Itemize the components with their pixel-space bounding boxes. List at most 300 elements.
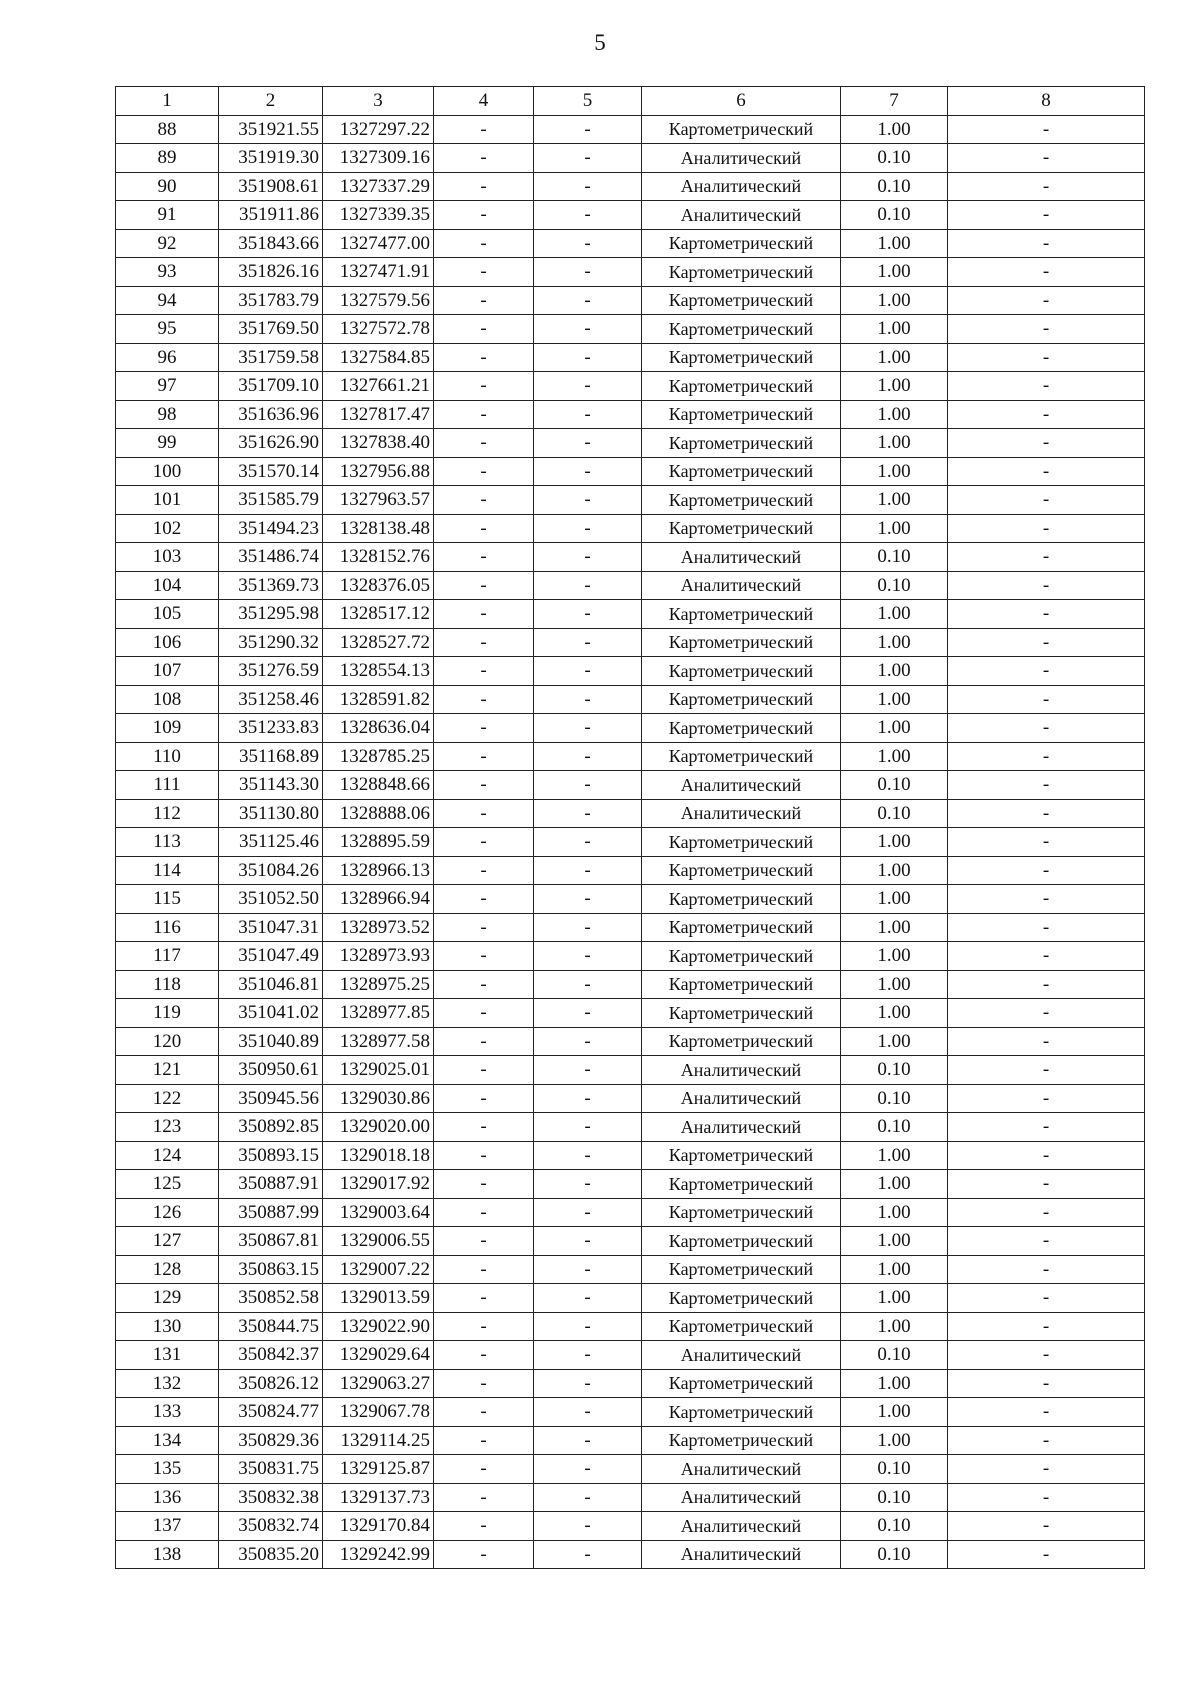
col-5-cell: - (534, 343, 642, 372)
table-row (116, 1255, 1145, 1284)
col-8-cell: - (948, 429, 1145, 458)
table-row (116, 543, 1145, 572)
point-number-cell: 102 (116, 514, 219, 543)
col-4-cell: - (434, 258, 534, 287)
col-4-cell: - (434, 628, 534, 657)
y-coordinate-cell: 1329242.99 (323, 1540, 434, 1569)
table-row (116, 1284, 1145, 1313)
x-coordinate-cell: 351052.50 (219, 885, 323, 914)
col-8-cell: - (948, 115, 1145, 144)
col-5-cell: - (534, 457, 642, 486)
y-coordinate-cell: 1328785.25 (323, 742, 434, 771)
col-4-cell: - (434, 229, 534, 258)
col-8-cell: - (948, 1341, 1145, 1370)
accuracy-cell: 1.00 (841, 1255, 948, 1284)
method-cell: Картометрический (642, 400, 841, 429)
col-5-cell: - (534, 771, 642, 800)
col-8-cell: - (948, 628, 1145, 657)
method-cell: Картометрический (642, 258, 841, 287)
col-8-cell: - (948, 1027, 1145, 1056)
y-coordinate-cell: 1328591.82 (323, 685, 434, 714)
x-coordinate-cell: 351919.30 (219, 144, 323, 173)
method-cell: Картометрический (642, 628, 841, 657)
y-coordinate-cell: 1328966.94 (323, 885, 434, 914)
point-number-cell: 124 (116, 1141, 219, 1170)
x-coordinate-cell: 350835.20 (219, 1540, 323, 1569)
col-5-cell: - (534, 429, 642, 458)
method-cell: Картометрический (642, 1141, 841, 1170)
table-row (116, 115, 1145, 144)
point-number-cell: 125 (116, 1170, 219, 1199)
y-coordinate-cell: 1328138.48 (323, 514, 434, 543)
method-cell: Картометрический (642, 742, 841, 771)
x-coordinate-cell: 350887.99 (219, 1198, 323, 1227)
x-coordinate-cell: 351486.74 (219, 543, 323, 572)
col-4-cell: - (434, 1369, 534, 1398)
point-number-cell: 137 (116, 1512, 219, 1541)
table-row (116, 400, 1145, 429)
accuracy-cell: 1.00 (841, 600, 948, 629)
y-coordinate-cell: 1329017.92 (323, 1170, 434, 1199)
y-coordinate-cell: 1329022.90 (323, 1312, 434, 1341)
col-4-cell: - (434, 1398, 534, 1427)
table-row (116, 172, 1145, 201)
col-5-cell: - (534, 144, 642, 173)
accuracy-cell: 1.00 (841, 685, 948, 714)
point-number-cell: 100 (116, 457, 219, 486)
y-coordinate-cell: 1329029.64 (323, 1341, 434, 1370)
accuracy-cell: 0.10 (841, 201, 948, 230)
col-4-cell: - (434, 286, 534, 315)
y-coordinate-cell: 1329003.64 (323, 1198, 434, 1227)
y-coordinate-cell: 1328152.76 (323, 543, 434, 572)
x-coordinate-cell: 351369.73 (219, 571, 323, 600)
col-4-cell: - (434, 999, 534, 1028)
col-5-cell: - (534, 942, 642, 971)
col-5-cell: - (534, 229, 642, 258)
method-cell: Картометрический (642, 115, 841, 144)
accuracy-cell: 1.00 (841, 1227, 948, 1256)
x-coordinate-cell: 351570.14 (219, 457, 323, 486)
x-coordinate-cell: 351290.32 (219, 628, 323, 657)
point-number-cell: 131 (116, 1341, 219, 1370)
point-number-cell: 130 (116, 1312, 219, 1341)
col-4-cell: - (434, 372, 534, 401)
method-cell: Картометрический (642, 1398, 841, 1427)
accuracy-cell: 0.10 (841, 1483, 948, 1512)
method-cell: Картометрический (642, 457, 841, 486)
col-8-cell: - (948, 913, 1145, 942)
method-cell: Картометрический (642, 1198, 841, 1227)
accuracy-cell: 0.10 (841, 571, 948, 600)
method-cell: Картометрический (642, 315, 841, 344)
accuracy-cell: 0.10 (841, 1512, 948, 1541)
method-cell: Картометрический (642, 970, 841, 999)
method-cell: Картометрический (642, 1227, 841, 1256)
method-cell: Аналитический (642, 1341, 841, 1370)
method-cell: Картометрический (642, 714, 841, 743)
method-cell: Аналитический (642, 1455, 841, 1484)
col-5-cell: - (534, 258, 642, 287)
y-coordinate-cell: 1329137.73 (323, 1483, 434, 1512)
x-coordinate-cell: 350892.85 (219, 1113, 323, 1142)
table-row (116, 144, 1145, 173)
col-5-cell: - (534, 1056, 642, 1085)
table-row (116, 1027, 1145, 1056)
x-coordinate-cell: 351911.86 (219, 201, 323, 230)
x-coordinate-cell: 351125.46 (219, 828, 323, 857)
col-8-cell: - (948, 543, 1145, 572)
accuracy-cell: 1.00 (841, 828, 948, 857)
x-coordinate-cell: 351233.83 (219, 714, 323, 743)
x-coordinate-cell: 351084.26 (219, 856, 323, 885)
col-8-cell: - (948, 1284, 1145, 1313)
accuracy-cell: 1.00 (841, 258, 948, 287)
y-coordinate-cell: 1329063.27 (323, 1369, 434, 1398)
col-8-cell: - (948, 828, 1145, 857)
accuracy-cell: 1.00 (841, 1198, 948, 1227)
point-number-cell: 93 (116, 258, 219, 287)
method-cell: Картометрический (642, 1312, 841, 1341)
y-coordinate-cell: 1327817.47 (323, 400, 434, 429)
table-row (116, 685, 1145, 714)
point-number-cell: 133 (116, 1398, 219, 1427)
col-8-cell: - (948, 742, 1145, 771)
col-4-cell: - (434, 172, 534, 201)
table-row (116, 343, 1145, 372)
col-4-cell: - (434, 1198, 534, 1227)
method-cell: Картометрический (642, 1027, 841, 1056)
accuracy-cell: 1.00 (841, 1170, 948, 1199)
table-row (116, 1084, 1145, 1113)
y-coordinate-cell: 1329170.84 (323, 1512, 434, 1541)
method-cell: Аналитический (642, 543, 841, 572)
col-8-cell: - (948, 457, 1145, 486)
accuracy-cell: 0.10 (841, 1341, 948, 1370)
x-coordinate-cell: 350867.81 (219, 1227, 323, 1256)
col-4-cell: - (434, 1512, 534, 1541)
col-4-cell: - (434, 543, 534, 572)
accuracy-cell: 0.10 (841, 543, 948, 572)
x-coordinate-cell: 350852.58 (219, 1284, 323, 1313)
col-4-cell: - (434, 400, 534, 429)
col-5-cell: - (534, 600, 642, 629)
point-number-cell: 136 (116, 1483, 219, 1512)
table-row (116, 742, 1145, 771)
point-number-cell: 115 (116, 885, 219, 914)
method-cell: Аналитический (642, 172, 841, 201)
table-row (116, 657, 1145, 686)
col-8-cell: - (948, 1398, 1145, 1427)
x-coordinate-cell: 350842.37 (219, 1341, 323, 1370)
header-cell-7: 7 (841, 87, 948, 116)
table-row (116, 486, 1145, 515)
point-number-cell: 110 (116, 742, 219, 771)
accuracy-cell: 0.10 (841, 1113, 948, 1142)
y-coordinate-cell: 1328376.05 (323, 571, 434, 600)
col-5-cell: - (534, 1027, 642, 1056)
point-number-cell: 121 (116, 1056, 219, 1085)
table-row (116, 1056, 1145, 1085)
x-coordinate-cell: 350893.15 (219, 1141, 323, 1170)
col-8-cell: - (948, 400, 1145, 429)
col-4-cell: - (434, 799, 534, 828)
col-5-cell: - (534, 1113, 642, 1142)
col-5-cell: - (534, 685, 642, 714)
table-row (116, 1312, 1145, 1341)
col-8-cell: - (948, 657, 1145, 686)
method-cell: Картометрический (642, 1170, 841, 1199)
table-row (116, 714, 1145, 743)
method-cell: Аналитический (642, 144, 841, 173)
col-4-cell: - (434, 685, 534, 714)
col-5-cell: - (534, 742, 642, 771)
col-4-cell: - (434, 1170, 534, 1199)
col-5-cell: - (534, 1369, 642, 1398)
method-cell: Картометрический (642, 343, 841, 372)
col-8-cell: - (948, 885, 1145, 914)
accuracy-cell: 0.10 (841, 1455, 948, 1484)
method-cell: Картометрический (642, 942, 841, 971)
y-coordinate-cell: 1329030.86 (323, 1084, 434, 1113)
col-5-cell: - (534, 1455, 642, 1484)
col-5-cell: - (534, 1284, 642, 1313)
accuracy-cell: 1.00 (841, 315, 948, 344)
col-8-cell: - (948, 1056, 1145, 1085)
col-4-cell: - (434, 913, 534, 942)
accuracy-cell: 1.00 (841, 1312, 948, 1341)
col-5-cell: - (534, 400, 642, 429)
accuracy-cell: 1.00 (841, 714, 948, 743)
col-8-cell: - (948, 600, 1145, 629)
table-row (116, 1398, 1145, 1427)
method-cell: Картометрический (642, 1284, 841, 1313)
col-8-cell: - (948, 1512, 1145, 1541)
y-coordinate-cell: 1329125.87 (323, 1455, 434, 1484)
col-5-cell: - (534, 201, 642, 230)
accuracy-cell: 0.10 (841, 771, 948, 800)
method-cell: Картометрический (642, 685, 841, 714)
point-number-cell: 114 (116, 856, 219, 885)
accuracy-cell: 1.00 (841, 486, 948, 515)
method-cell: Картометрический (642, 486, 841, 515)
col-5-cell: - (534, 1341, 642, 1370)
col-5-cell: - (534, 1540, 642, 1569)
col-4-cell: - (434, 1483, 534, 1512)
table-row (116, 999, 1145, 1028)
col-8-cell: - (948, 714, 1145, 743)
point-number-cell: 92 (116, 229, 219, 258)
col-4-cell: - (434, 144, 534, 173)
point-number-cell: 118 (116, 970, 219, 999)
method-cell: Аналитический (642, 571, 841, 600)
method-cell: Картометрический (642, 429, 841, 458)
x-coordinate-cell: 351047.49 (219, 942, 323, 971)
point-number-cell: 126 (116, 1198, 219, 1227)
y-coordinate-cell: 1327471.91 (323, 258, 434, 287)
header-cell-6: 6 (642, 87, 841, 116)
point-number-cell: 112 (116, 799, 219, 828)
col-8-cell: - (948, 1198, 1145, 1227)
x-coordinate-cell: 350832.74 (219, 1512, 323, 1541)
accuracy-cell: 0.10 (841, 144, 948, 173)
point-number-cell: 99 (116, 429, 219, 458)
accuracy-cell: 0.10 (841, 172, 948, 201)
x-coordinate-cell: 351040.89 (219, 1027, 323, 1056)
header-cell-4: 4 (434, 87, 534, 116)
point-number-cell: 128 (116, 1255, 219, 1284)
col-8-cell: - (948, 1113, 1145, 1142)
x-coordinate-cell: 351908.61 (219, 172, 323, 201)
header-cell-3: 3 (323, 87, 434, 116)
table-body (116, 115, 1145, 1569)
x-coordinate-cell: 351130.80 (219, 799, 323, 828)
point-number-cell: 119 (116, 999, 219, 1028)
col-4-cell: - (434, 828, 534, 857)
accuracy-cell: 1.00 (841, 742, 948, 771)
col-4-cell: - (434, 1255, 534, 1284)
col-4-cell: - (434, 1312, 534, 1341)
method-cell: Аналитический (642, 1483, 841, 1512)
col-5-cell: - (534, 1198, 642, 1227)
point-number-cell: 116 (116, 913, 219, 942)
y-coordinate-cell: 1328888.06 (323, 799, 434, 828)
method-cell: Аналитический (642, 799, 841, 828)
accuracy-cell: 1.00 (841, 885, 948, 914)
accuracy-cell: 1.00 (841, 1398, 948, 1427)
col-4-cell: - (434, 343, 534, 372)
y-coordinate-cell: 1329013.59 (323, 1284, 434, 1313)
col-8-cell: - (948, 856, 1145, 885)
col-5-cell: - (534, 657, 642, 686)
method-cell: Картометрический (642, 1369, 841, 1398)
table-row (116, 885, 1145, 914)
y-coordinate-cell: 1327572.78 (323, 315, 434, 344)
x-coordinate-cell: 351843.66 (219, 229, 323, 258)
y-coordinate-cell: 1328895.59 (323, 828, 434, 857)
col-4-cell: - (434, 1341, 534, 1370)
y-coordinate-cell: 1329114.25 (323, 1426, 434, 1455)
x-coordinate-cell: 351295.98 (219, 600, 323, 629)
point-number-cell: 95 (116, 315, 219, 344)
col-8-cell: - (948, 1369, 1145, 1398)
point-number-cell: 88 (116, 115, 219, 144)
x-coordinate-cell: 351585.79 (219, 486, 323, 515)
table-row (116, 258, 1145, 287)
col-5-cell: - (534, 828, 642, 857)
y-coordinate-cell: 1327956.88 (323, 457, 434, 486)
point-number-cell: 123 (116, 1113, 219, 1142)
x-coordinate-cell: 351041.02 (219, 999, 323, 1028)
table-row (116, 970, 1145, 999)
point-number-cell: 105 (116, 600, 219, 629)
accuracy-cell: 1.00 (841, 1369, 948, 1398)
accuracy-cell: 1.00 (841, 942, 948, 971)
table-row (116, 514, 1145, 543)
table-row (116, 201, 1145, 230)
col-4-cell: - (434, 514, 534, 543)
y-coordinate-cell: 1327477.00 (323, 229, 434, 258)
x-coordinate-cell: 350824.77 (219, 1398, 323, 1427)
x-coordinate-cell: 351626.90 (219, 429, 323, 458)
point-number-cell: 103 (116, 543, 219, 572)
point-number-cell: 135 (116, 1455, 219, 1484)
accuracy-cell: 1.00 (841, 1027, 948, 1056)
table-row (116, 1113, 1145, 1142)
accuracy-cell: 1.00 (841, 514, 948, 543)
col-5-cell: - (534, 115, 642, 144)
col-5-cell: - (534, 856, 642, 885)
x-coordinate-cell: 351636.96 (219, 400, 323, 429)
method-cell: Картометрический (642, 1255, 841, 1284)
x-coordinate-cell: 351921.55 (219, 115, 323, 144)
accuracy-cell: 1.00 (841, 229, 948, 258)
point-number-cell: 90 (116, 172, 219, 201)
method-cell: Картометрический (642, 913, 841, 942)
point-number-cell: 117 (116, 942, 219, 971)
col-5-cell: - (534, 1255, 642, 1284)
point-number-cell: 127 (116, 1227, 219, 1256)
y-coordinate-cell: 1328517.12 (323, 600, 434, 629)
x-coordinate-cell: 350863.15 (219, 1255, 323, 1284)
accuracy-cell: 1.00 (841, 343, 948, 372)
col-8-cell: - (948, 1483, 1145, 1512)
x-coordinate-cell: 351276.59 (219, 657, 323, 686)
method-cell: Аналитический (642, 201, 841, 230)
col-8-cell: - (948, 1141, 1145, 1170)
accuracy-cell: 1.00 (841, 372, 948, 401)
x-coordinate-cell: 350844.75 (219, 1312, 323, 1341)
col-5-cell: - (534, 970, 642, 999)
col-4-cell: - (434, 856, 534, 885)
x-coordinate-cell: 350831.75 (219, 1455, 323, 1484)
table-row (116, 942, 1145, 971)
col-4-cell: - (434, 1540, 534, 1569)
col-8-cell: - (948, 343, 1145, 372)
x-coordinate-cell: 350950.61 (219, 1056, 323, 1085)
method-cell: Аналитический (642, 1540, 841, 1569)
method-cell: Картометрический (642, 657, 841, 686)
col-5-cell: - (534, 1426, 642, 1455)
col-5-cell: - (534, 543, 642, 572)
y-coordinate-cell: 1327339.35 (323, 201, 434, 230)
col-5-cell: - (534, 571, 642, 600)
col-8-cell: - (948, 172, 1145, 201)
x-coordinate-cell: 351769.50 (219, 315, 323, 344)
col-4-cell: - (434, 1455, 534, 1484)
table-row (116, 571, 1145, 600)
table-row (116, 1483, 1145, 1512)
table-row (116, 1369, 1145, 1398)
table-row (116, 1341, 1145, 1370)
col-8-cell: - (948, 685, 1145, 714)
table-row (116, 1141, 1145, 1170)
col-5-cell: - (534, 315, 642, 344)
col-5-cell: - (534, 1512, 642, 1541)
method-cell: Картометрический (642, 229, 841, 258)
x-coordinate-cell: 351783.79 (219, 286, 323, 315)
y-coordinate-cell: 1327297.22 (323, 115, 434, 144)
method-cell: Картометрический (642, 999, 841, 1028)
col-5-cell: - (534, 1398, 642, 1427)
col-8-cell: - (948, 1170, 1145, 1199)
col-4-cell: - (434, 657, 534, 686)
table-row (116, 286, 1145, 315)
col-8-cell: - (948, 771, 1145, 800)
point-number-cell: 108 (116, 685, 219, 714)
point-number-cell: 98 (116, 400, 219, 429)
method-cell: Картометрический (642, 828, 841, 857)
